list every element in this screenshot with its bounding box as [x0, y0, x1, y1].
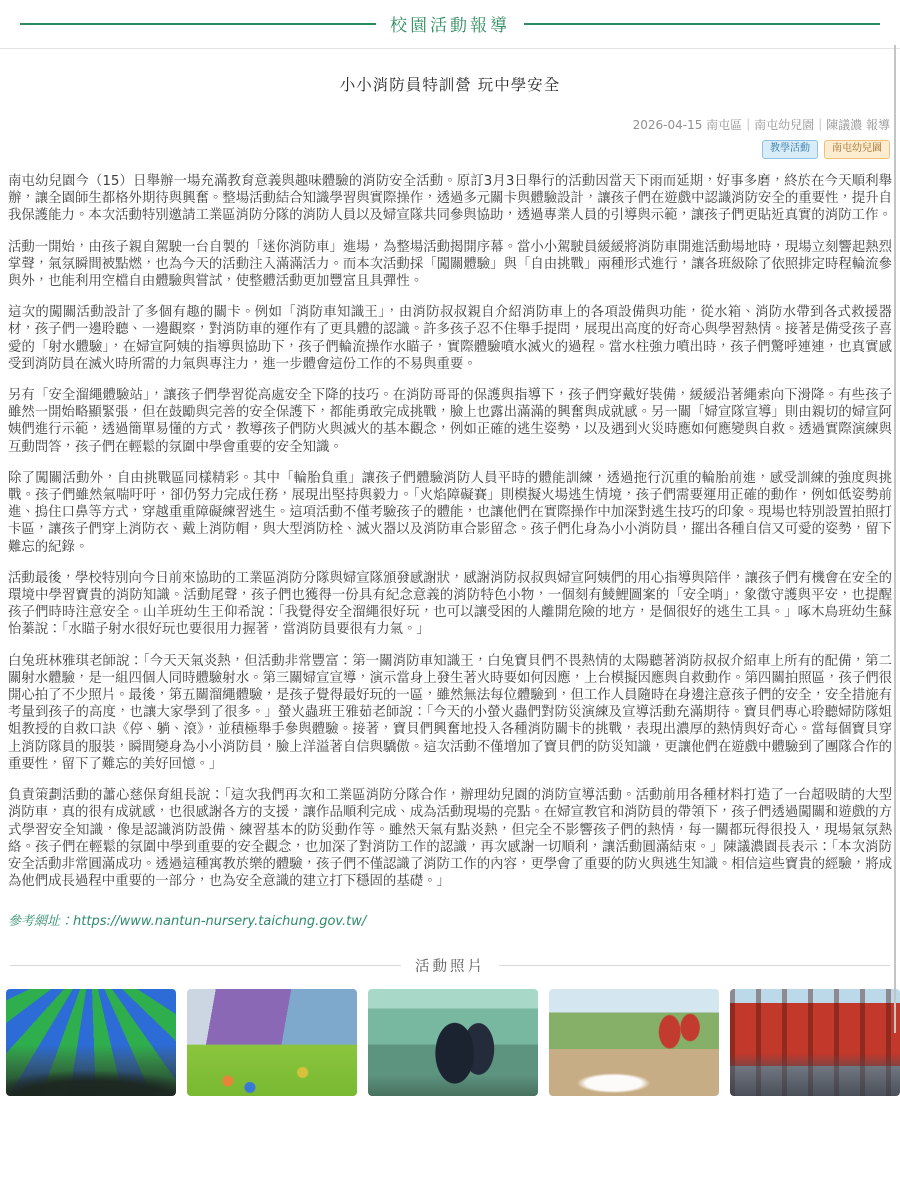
section-title: 校園活動報導: [390, 16, 510, 36]
photos-rule-left: [10, 965, 401, 966]
article-byline: 2026-04-15 南屯區｜南屯幼兒園｜陳議濃 報導: [632, 118, 890, 132]
article-title: 小小消防員特訓營 玩中學安全: [339, 76, 561, 94]
paragraph-6: 活動最後，學校特別向今日前來協助的工業區消防分隊與婦宣隊頒發感謝狀，感謝消防叔叔與婦宣阿姨們的用心指導與陪伴，讓孩子們有機會在安全的環境中學習寶貴的消防知識。活動尾聲，孩子們也獲得一份具有紀念意義的消防特色小物，一個刻有鯪鯉圖案的「安全哨」，象徵守護與平安，也提醒孩子們時時注意安全。山羊班幼生王仰希說：「我覺得安全溜繩很好玩，也可以讓受困的人離開危險的地方，是個很好的逃生工具。」啄木鳥班幼生蘇怡蓁說：「水瞄子射水很好玩也要很用力握著，當消防員要很有力氣。」: [8, 570, 892, 638]
photos-section-title: 活動照片: [415, 959, 485, 976]
header-rule-left: [20, 23, 376, 25]
header-divider: [0, 48, 900, 49]
hose-practice-photo[interactable]: [368, 989, 538, 1096]
article-body: [0, 73, 900, 929]
photos-section-header: [0, 955, 900, 976]
tag-school[interactable]: 南屯幼兒園: [824, 140, 890, 159]
photo-gallery: [0, 989, 900, 1096]
paragraph-5: 除了闖關活動外，自由挑戰區同樣精彩。其中「輪胎負重」讓孩子們體驗消防人員平時的體能訓練，透過拖行沉重的輪胎前進，感受訓練的強度與挑戰。孩子們雖然氣喘吁吁，卻仍努力完成任務，展現出堅持與毅力。「火焰障礙賽」則模擬火場逃生情境，孩子們需要運用正確的動作，例如低姿勢前進、摀住口鼻等方式，穿越重重障礙練習逃生。這項活動不僅考驗孩子的體能，也讓他們在實際操作中加深對逃生技巧的印象。現場也特別設置拍照打卡區，讓孩子們穿上消防衣、戴上消防帽，與大型消防栓、滅火器以及消防車合影留念。孩子們化身為小小消防員，擺出各種自信又可愛的姿勢，留下難忘的紀錄。: [8, 470, 892, 555]
tag-teaching-activity[interactable]: 教學活動: [762, 140, 818, 159]
fire-truck-group-photo[interactable]: [730, 989, 900, 1096]
scrollbar[interactable]: [894, 45, 896, 1033]
paragraph-2: 活動一開始，由孩子親自駕駛一台自製的「迷你消防車」進場，為整場活動揭開序幕。當小小駕駛員緩緩將消防車開進活動場地時，現場立刻響起熱烈掌聲，氣氛瞬間被點燃，也為今天的活動注入滿滿活力。而本次活動採「闖關體驗」與「自由挑戰」兩種形式進行，讓各班級除了依照排定時程輪流參與外，也能利用空檔自由體驗與嘗試，使整體活動更加豐富且具彈性。: [8, 239, 892, 290]
tag-list: [8, 140, 892, 159]
article-paragraphs: [8, 173, 892, 890]
section-header: [0, 0, 900, 36]
paragraph-3: 這次的闖關活動設計了多個有趣的關卡。例如「消防車知識王」，由消防叔叔親自介紹消防車上的各項設備與功能，從水箱、消防水帶到各式救援器材，孩子們一邊聆聽、一邊觀察，對消防車的運作有了更具體的認識。許多孩子忍不住舉手提問，展現出高度的好奇心與學習熱情。接著是備受孩子喜愛的「射水體驗」，在婦宣阿姨的指導與協助下，孩子們輪流操作水瞄子，實際體驗噴水滅火的過程。當水柱強力噴出時，孩子們驚呼連連，也真實感受到消防員在滅火時所需的力氣與專注力，進一步體會這份工作的不易與重要。: [8, 305, 892, 372]
reference-label: 參考網址：: [8, 914, 74, 930]
water-spray-photo[interactable]: [549, 989, 719, 1096]
photos-rule-right: [499, 965, 890, 966]
canopy-assembly-photo[interactable]: [6, 989, 176, 1096]
paragraph-8: 負責策劃活動的蕭心慈保育組長說：「這次我們再次和工業區消防分隊合作，辦理幼兒園的消防宣導活動。活動前用各種材料打造了一台超吸睛的大型消防車，真的很有成就感，也很感謝各方的支援，讓作品順利完成、成為活動現場的亮點。在婦宣教官和消防員的帶領下，孩子們透過闖關和遊戲的方式學習安全知識，像是認識消防設備、練習基本的防災動作等。雖然天氣有點炎熱，但完全不影響孩子們的熱情，每一關都玩得很投入，現場氣氛熱絡。孩子們在輕鬆的氛圍中學到重要的安全觀念，也加深了對消防工作的認識，再次感謝一切順利，讓活動圓滿結束。」陳議濃園長表示：「本次消防安全活動非常圓滿成功。透過這種寓教於樂的體驗，孩子們不僅認識了消防工作的內容，更學會了重要的防火與逃生知識。相信這些寶貴的經驗，將成為他們成長過程中重要的一部分，也為安全意識的建立打下穩固的基礎。」: [8, 788, 892, 890]
reference-link[interactable]: https://www.nantun-nursery.taichung.gov.tw/: [73, 914, 367, 930]
turf-games-photo[interactable]: [187, 989, 357, 1096]
paragraph-1: 南屯幼兒園今（15）日舉辦一場充滿教育意義與趣味體驗的消防安全活動。原訂3月3日舉行的活動因當天下雨而延期，好事多磨，終於在今天順利舉辦，讓全園師生都格外期待與興奮。整場活動結合知識學習與實際操作，透過多元關卡與體驗設計，讓孩子們在遊戲中認識消防安全的重要性，提升自我保護能力。本次活動特別邀請工業區消防分隊的消防人員以及婦宣隊共同參與協助，透過專業人員的引導與示範，讓孩子們更貼近真實的消防工作。: [8, 174, 892, 224]
reference-line: [8, 910, 892, 929]
header-rule-right: [524, 23, 880, 25]
paragraph-4: 另有「安全溜繩體驗站」，讓孩子們學習從高處安全下降的技巧。在消防哥哥的保護與指導下，孩子們穿戴好裝備，緩緩沿著繩索向下滑降。有些孩子雖然一開始略顯緊張，但在鼓勵與完善的安全保護下，都能勇敢完成挑戰，臉上也露出滿滿的興奮與成就感。另一關「婦宣隊宣導」則由親切的婦宣阿姨們進行示範，透過簡單易懂的方式，教導孩子們防火與滅火的基本觀念，例如正確的逃生姿勢，以及遇到火災時應如何應變與自救。透過實際演練與互動問答，孩子們在輕鬆的氛圍中學會重要的安全知識。: [8, 388, 892, 455]
paragraph-7: 白兔班林雅琪老師說：「今天天氣炎熱，但活動非常豐富：第一關消防車知識王，白兔寶貝們不畏熱情的太陽聽著消防叔叔介紹車上所有的配備，第二關射水體驗，是一組四個人同時體驗射水。第三關婦宣宣導，演示當身上發生著火時要如何因應，上台模擬因應與自救動作。第四關拍照區，孩子們很開心拍了不少照片。最後，第五關溜繩體驗，是孩子覺得最好玩的一區，雖然無法每位體驗到，但工作人員隨時在身邊注意孩子們的安全，安全措施有考量到孩子的高度，也讓大家學到了很多。」螢火蟲班王雅茹老師說：「今天的小螢火蟲們對防災演練及宣導活動充滿期待。寶貝們專心聆聽婦防隊姐姐教授的自救口訣《停、躺、滾》，並積極舉手參與體驗。接著，寶貝們興奮地投入各種消防關卡的挑戰，表現出濃厚的熱情與好奇心。當每個寶貝穿上消防隊員的服裝，瞬間變身為小小消防員，臉上洋溢著自信與驕傲。這次活動不僅增加了寶貝們的防災知識，更讓他們在遊戲中體驗到了團隊合作的重要性，留下了難忘的美好回憶。」: [8, 653, 892, 772]
